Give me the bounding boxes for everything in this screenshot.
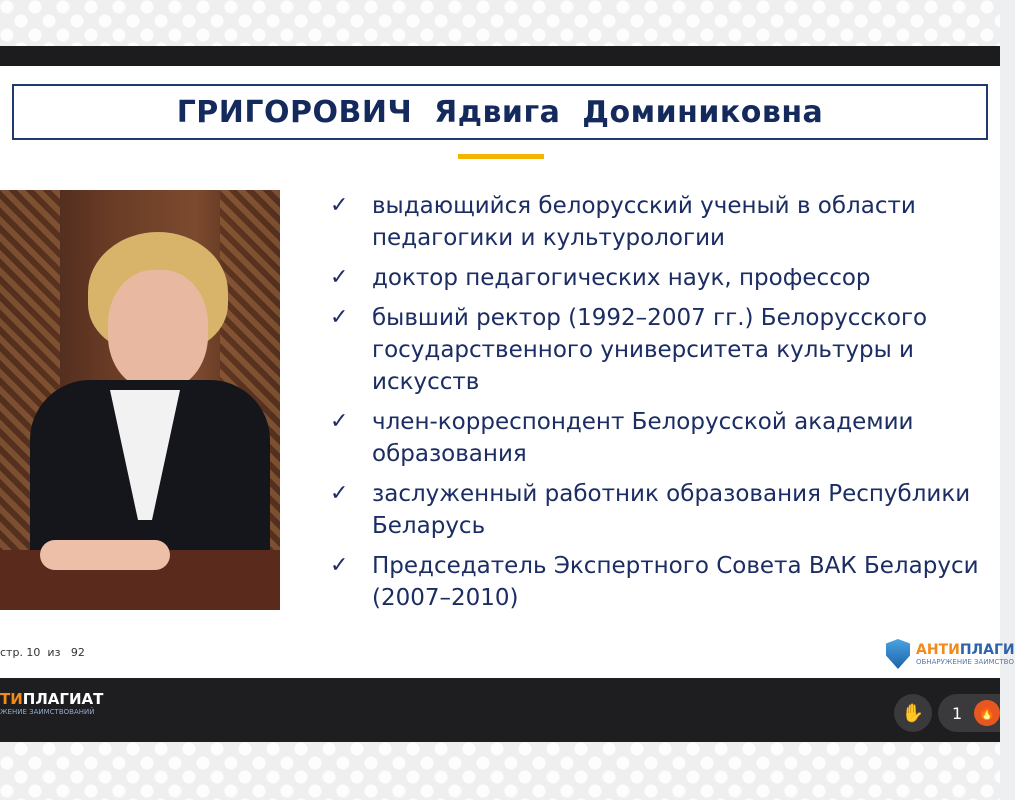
check-icon: ✓ (330, 481, 349, 506)
slide-title: ГРИГОРОВИЧ Ядвига Доминиковна (176, 94, 824, 130)
list-item (330, 406, 995, 470)
list-item (330, 550, 995, 614)
bullet-text: доктор педагогических наук, профессор (372, 265, 871, 291)
slide-footer (0, 630, 1015, 678)
title-box (12, 84, 988, 140)
check-icon: ✓ (330, 305, 349, 330)
bar-logo-orange: ТИ (0, 690, 23, 708)
title-underline (458, 154, 544, 159)
presentation-slide (0, 66, 1000, 630)
logo-text-orange: АНТИ (916, 641, 960, 658)
list-item (330, 302, 995, 398)
check-icon: ✓ (330, 265, 349, 290)
flame-icon: 🔥 (974, 700, 1000, 726)
list-item (330, 478, 995, 542)
bullet-text: бывший ректор (1992–2007 гг.) Белорусского государственного университета культуры и искусств (372, 305, 928, 395)
logo-tagline: ОБНАРУЖЕНИЕ ЗАИМСТВО (916, 657, 1014, 666)
bullet-text: член-корреспондент Белорусской академии образования (372, 409, 914, 467)
portrait-photo (0, 190, 280, 606)
participants-button[interactable] (938, 694, 1000, 732)
raise-hand-icon: ✋ (901, 702, 925, 724)
logo-text-blue: ПЛАГИ (959, 641, 1015, 658)
photo-face (108, 270, 208, 390)
page-counter: стр. 10 из 92 (0, 646, 85, 659)
check-icon: ✓ (330, 553, 349, 578)
bullet-text: выдающийся белорусский ученый в области педагогики и культурологии (372, 193, 916, 251)
check-icon: ✓ (330, 409, 349, 434)
top-bar (0, 46, 1000, 66)
list-item (330, 190, 995, 254)
meeting-control-bar (0, 678, 1000, 742)
bullet-text: Председатель Экспертного Совета ВАК Беларуси (2007–2010) (372, 553, 979, 611)
shield-icon (886, 639, 910, 669)
participant-count: 1 (952, 703, 963, 723)
photo-hands (40, 540, 170, 570)
antiplagiat-logo (886, 634, 1015, 674)
bullet-text: заслуженный работник образования Республики Беларусь (372, 481, 971, 539)
raise-hand-button[interactable] (894, 694, 932, 732)
bullet-list (330, 190, 995, 622)
bar-logo-tagline: ЖЕНИЕ ЗАИМСТВОВАНИЙ (0, 708, 95, 716)
list-item (330, 262, 995, 294)
antiplagiat-bar-logo (0, 692, 103, 716)
check-icon: ✓ (330, 193, 349, 218)
bar-logo-white: ПЛАГИАТ (22, 690, 104, 708)
